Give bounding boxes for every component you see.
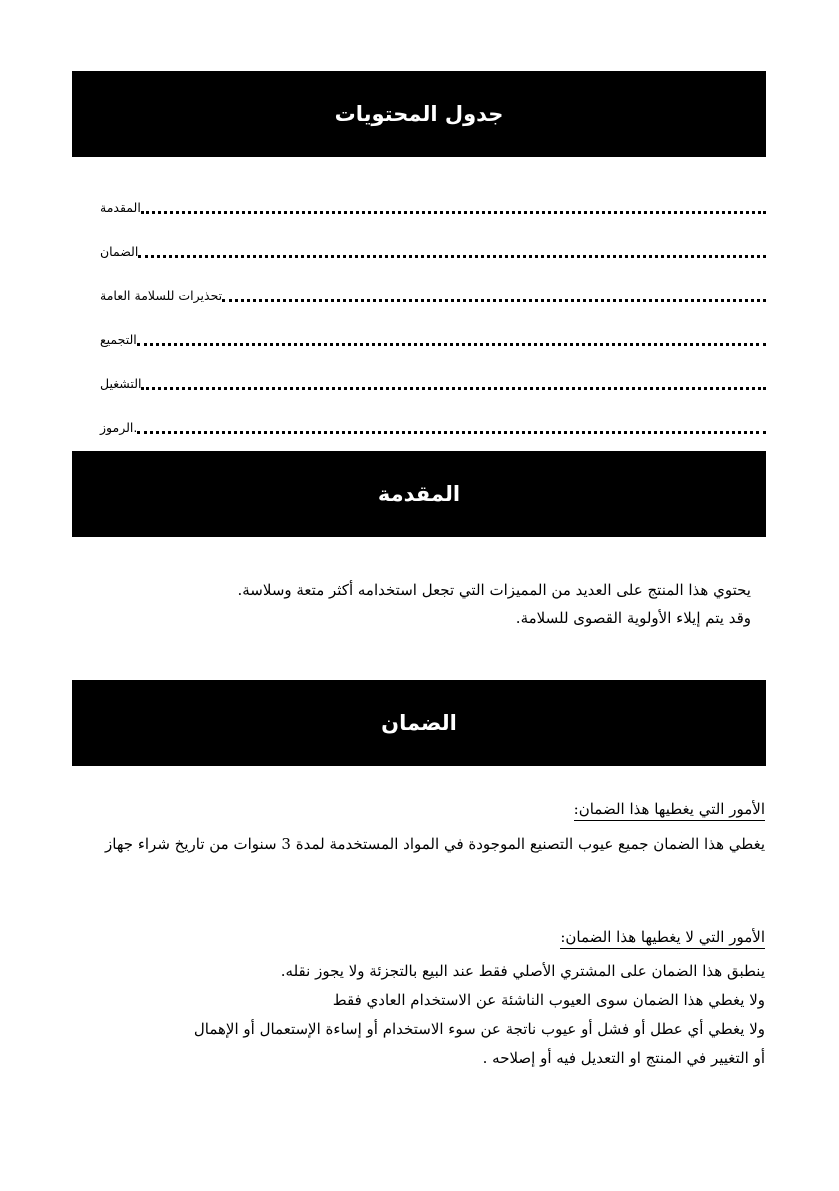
toc-dot-leader (141, 387, 766, 390)
toc-dot-leader (138, 255, 766, 258)
toc-item-label: التجميع (100, 331, 137, 347)
toc-dot-leader (222, 299, 766, 302)
covered-heading: الأمور التي يغطيها هذا الضمان: (574, 800, 765, 821)
not-covered-line: ولا يغطي أي عطل أو فشل أو عيوب ناتجة عن سوء الاستخدام أو إساءة الإستعمال أو الإهمال (193, 1020, 765, 1038)
warranty-title: الضمان (381, 711, 457, 735)
introduction-title-banner (72, 451, 766, 537)
toc-item-label: المقدمة (100, 199, 141, 215)
not-covered-heading: الأمور التي لا يغطيها هذا الضمان: (560, 928, 765, 949)
toc-item-label: تحذيرات للسلامة العامة (100, 287, 223, 303)
toc-title-banner (72, 71, 766, 157)
toc-item-label: التشغيل (100, 375, 142, 391)
toc-item-introduction[interactable] (96, 185, 766, 229)
introduction-body (151, 576, 751, 632)
introduction-title: المقدمة (377, 482, 461, 506)
warranty-title-banner (72, 680, 766, 766)
introduction-line: وقد يتم إيلاء الأولوية القصوى للسلامة. (515, 609, 751, 627)
table-of-contents (96, 185, 766, 449)
introduction-line: يحتوي هذا المنتج على العديد من المميزات التي تجعل استخدامه أكثر متعة وسلاسة. (237, 581, 751, 599)
not-covered-line: ولا يغطي هذا الضمان سوى العيوب الناشئة عن الاستخدام العادي فقط (332, 991, 765, 1009)
covered-text: يغطي هذا الضمان جميع عيوب التصنيع الموجودة في المواد المستخدمة لمدة 3 سنوات من تاريخ شراء جهاز (105, 835, 765, 853)
toc-item-label: الضمان (100, 243, 139, 259)
toc-item-operation[interactable] (96, 361, 766, 405)
toc-item-label: .الرموز (100, 419, 138, 435)
toc-dot-leader (137, 431, 766, 434)
toc-title: جدول المحتويات (334, 102, 504, 126)
not-covered-line: ينطبق هذا الضمان على المشتري الأصلي فقط عند البيع بالتجزئة ولا يجوز نقله. (280, 962, 765, 980)
toc-item-symbols[interactable] (96, 405, 766, 449)
toc-item-warranty[interactable] (96, 229, 766, 273)
toc-dot-leader (137, 343, 766, 346)
toc-item-assembly[interactable] (96, 317, 766, 361)
toc-dot-leader (141, 211, 766, 214)
not-covered-line: أو التغيير في المنتج او التعديل فيه أو إصلاحه . (482, 1049, 765, 1067)
toc-item-safety-warnings[interactable] (96, 273, 766, 317)
not-covered-list (125, 957, 765, 1073)
